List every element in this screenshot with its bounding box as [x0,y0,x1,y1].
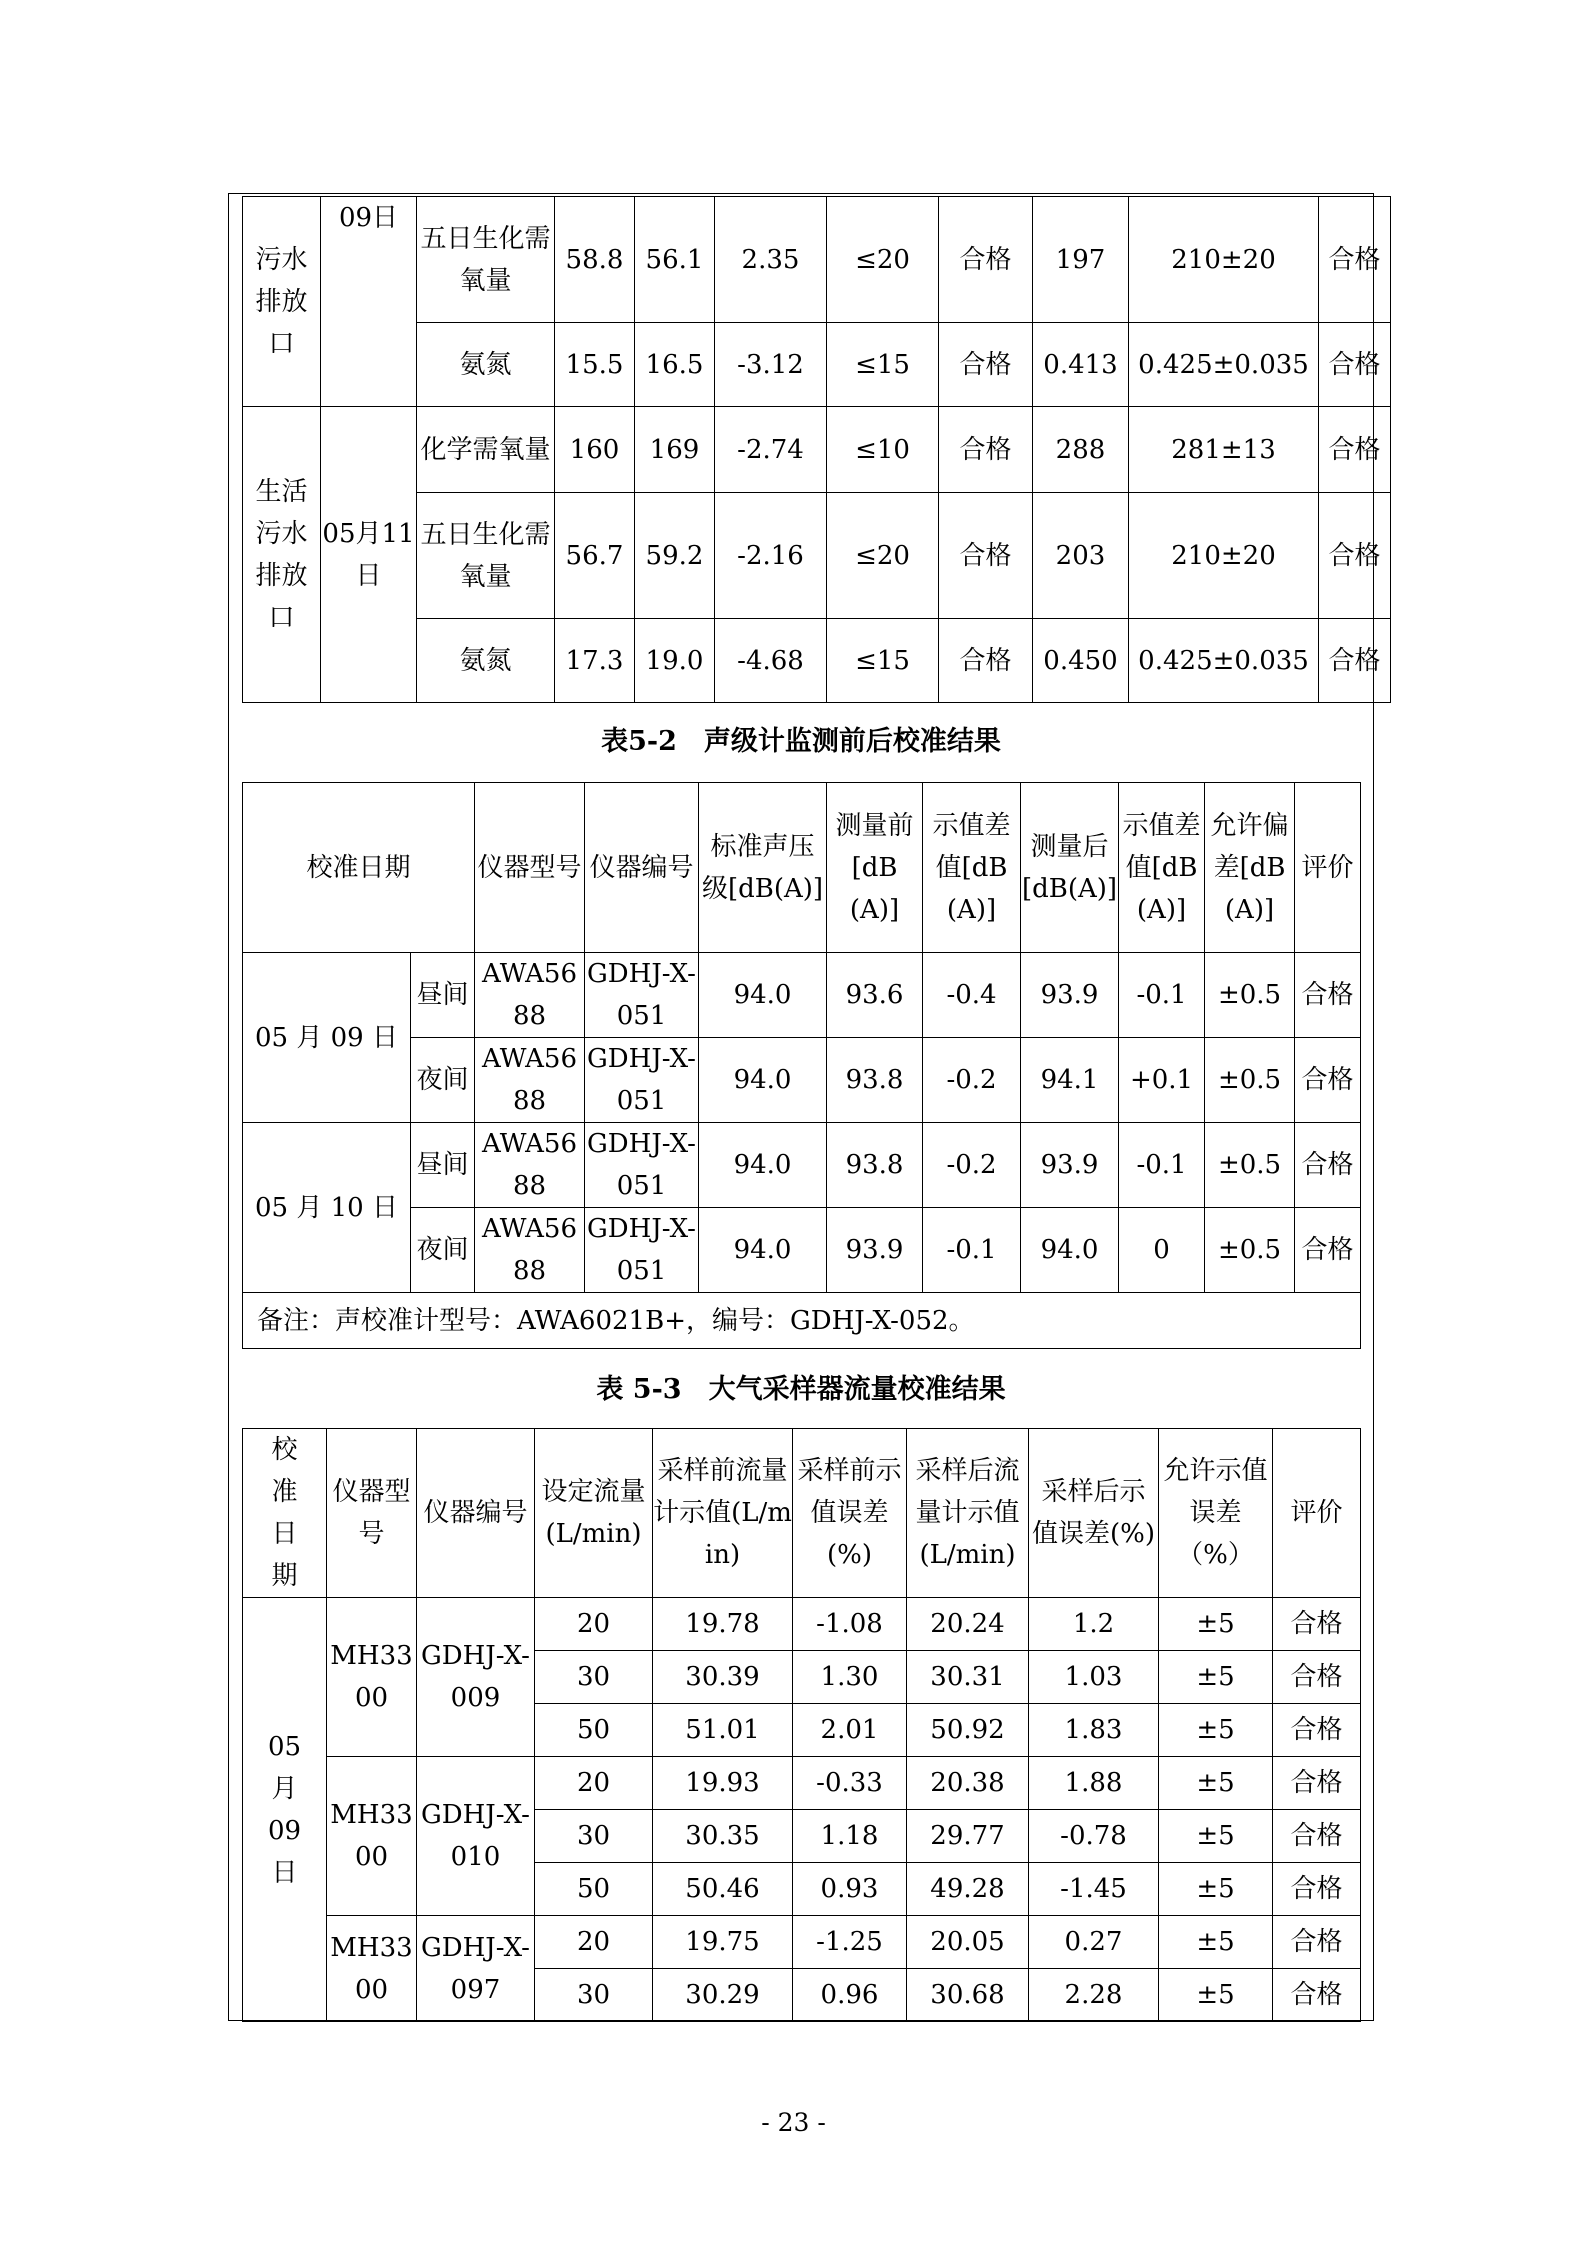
note-row [243,1293,1361,1349]
id-cell: GDHJ-X-010 [417,1757,535,1916]
group-cell: 生活污水排放口 [243,407,321,703]
value-cell: 56.1 [635,197,715,323]
item-cell: 化学需氧量 [417,407,555,493]
header-cell: 仪器型号 [327,1429,417,1598]
std-ref-cell: 210±20 [1129,493,1319,619]
header-cell: 采样前示值误差(%) [793,1429,907,1598]
tol-cell: ±5 [1159,1598,1273,1651]
table-caption-5-2: 表5-2 声级计监测前后校准结果 [601,726,1001,757]
value-cell: 19.75 [653,1916,793,1969]
table-row [243,197,1391,323]
eval-cell: 合格 [1295,1208,1361,1293]
header-cell: 允许偏差[dB(A)] [1205,783,1295,953]
value-cell: -0.78 [1029,1810,1159,1863]
tol-cell: ±0.5 [1205,1208,1295,1293]
header-cell: 仪器编号 [417,1429,535,1598]
id-cell: GDHJ-X-051 [585,1208,699,1293]
header-cell: 标准声压级[dB(A)] [699,783,827,953]
value-cell: 2.01 [793,1704,907,1757]
value-cell: 1.30 [793,1651,907,1704]
value-cell: -0.33 [793,1757,907,1810]
table-row [243,1598,1361,1651]
eval-cell: 合格 [1295,953,1361,1038]
value-cell: 50 [535,1863,653,1916]
rd-cell: -2.16 [715,493,827,619]
date-cell: 05 月 09 日 [243,953,411,1123]
rd-cell: -3.12 [715,323,827,407]
value-cell: -0.4 [923,953,1021,1038]
table-row [243,953,1361,1038]
header-cell: 测量前[dB(A)] [827,783,923,953]
eval-cell: 合格 [1273,1651,1361,1704]
value-cell: 93.8 [827,1123,923,1208]
header-cell: 校准日期 [243,1429,327,1598]
header-cell: 允许示值误差（%） [1159,1429,1273,1598]
period-cell: 昼间 [411,1123,475,1208]
rd-cell: -4.68 [715,619,827,703]
value-cell: 1.83 [1029,1704,1159,1757]
std-ref-cell: 0.425±0.035 [1129,323,1319,407]
std-cell: 288 [1033,407,1129,493]
id-cell: GDHJ-X-009 [417,1598,535,1757]
id-cell: GDHJ-X-051 [585,1123,699,1208]
eval-cell: 合格 [1273,1810,1361,1863]
value-cell: -1.45 [1029,1863,1159,1916]
eval-cell: 合格 [939,323,1033,407]
table-row [243,1208,1361,1293]
value-cell: +0.1 [1119,1038,1205,1123]
limit-cell: ≤20 [827,197,939,323]
tol-cell: ±5 [1159,1863,1273,1916]
tol-cell: ±0.5 [1205,953,1295,1038]
eval-cell: 合格 [1273,1969,1361,2022]
value-cell: 93.9 [1021,953,1119,1038]
value-cell: -0.1 [923,1208,1021,1293]
value-cell: 50.46 [653,1863,793,1916]
header-cell: 仪器编号 [585,783,699,953]
eval-cell: 合格 [1319,323,1391,407]
value-cell: 160 [555,407,635,493]
item-cell: 五日生化需氧量 [417,493,555,619]
tol-cell: ±5 [1159,1810,1273,1863]
header-row [243,1429,1361,1598]
std-ref-cell: 0.425±0.035 [1129,619,1319,703]
period-cell: 夜间 [411,1208,475,1293]
value-cell: 58.8 [555,197,635,323]
value-cell: 30.31 [907,1651,1029,1704]
eval-cell: 合格 [1295,1038,1361,1123]
model-cell: AWA5688 [475,953,585,1038]
header-cell: 测量后[dB(A)] [1021,783,1119,953]
value-cell: 0.93 [793,1863,907,1916]
rd-cell: 2.35 [715,197,827,323]
value-cell: 30.35 [653,1810,793,1863]
water-qc-table [242,196,1391,703]
tol-cell: ±5 [1159,1651,1273,1704]
value-cell: 29.77 [907,1810,1029,1863]
value-cell: 94.1 [1021,1038,1119,1123]
eval-cell: 合格 [1319,619,1391,703]
value-cell: 50 [535,1704,653,1757]
header-cell: 评价 [1273,1429,1361,1598]
value-cell: 94.0 [699,1208,827,1293]
value-cell: 94.0 [699,953,827,1038]
value-cell: 30 [535,1651,653,1704]
group-cell: 污水排放口 [243,197,321,407]
table-row [243,1038,1361,1123]
eval-cell: 合格 [1319,493,1391,619]
id-cell: GDHJ-X-051 [585,1038,699,1123]
value-cell: 30 [535,1810,653,1863]
value-cell: 51.01 [653,1704,793,1757]
value-cell: 20.38 [907,1757,1029,1810]
value-cell: 30.29 [653,1969,793,2022]
air-sampler-flow-calibration-table [242,1428,1361,2022]
table-caption-5-3: 表 5-3 大气采样器流量校准结果 [596,1374,1006,1405]
value-cell: -1.08 [793,1598,907,1651]
header-cell: 仪器型号 [475,783,585,953]
value-cell: 1.18 [793,1810,907,1863]
value-cell: 19.93 [653,1757,793,1810]
std-ref-cell: 281±13 [1129,407,1319,493]
value-cell: 94.0 [699,1038,827,1123]
value-cell: 19.78 [653,1598,793,1651]
eval-cell: 合格 [939,619,1033,703]
value-cell: 20.05 [907,1916,1029,1969]
value-cell: 19.0 [635,619,715,703]
item-cell: 氨氮 [417,619,555,703]
value-cell: 1.03 [1029,1651,1159,1704]
table-row [243,1757,1361,1810]
value-cell: -0.1 [1119,1123,1205,1208]
eval-cell: 合格 [939,493,1033,619]
eval-cell: 合格 [1273,1757,1361,1810]
value-cell: 93.8 [827,1038,923,1123]
value-cell: 0.96 [793,1969,907,2022]
table-note: 备注：声校准计型号：AWA6021B+，编号：GDHJ-X-052。 [243,1293,1361,1349]
value-cell: 17.3 [555,619,635,703]
table-row [243,1123,1361,1208]
header-cell: 设定流量(L/min) [535,1429,653,1598]
value-cell: 20 [535,1916,653,1969]
value-cell: 1.2 [1029,1598,1159,1651]
model-cell: AWA5688 [475,1208,585,1293]
tol-cell: ±5 [1159,1757,1273,1810]
model-cell: AWA5688 [475,1038,585,1123]
value-cell: 30.68 [907,1969,1029,2022]
item-cell: 氨氮 [417,323,555,407]
eval-cell: 合格 [1319,407,1391,493]
header-cell: 评价 [1295,783,1361,953]
header-row [243,783,1361,953]
limit-cell: ≤10 [827,407,939,493]
value-cell: 93.9 [1021,1123,1119,1208]
std-ref-cell: 210±20 [1129,197,1319,323]
date-cell: 05月09日 [243,1598,327,2022]
eval-cell: 合格 [1273,1598,1361,1651]
model-cell: MH3300 [327,1916,417,2022]
date-cell: 09日 [321,197,417,407]
header-cell: 采样前流量计示值(L/min) [653,1429,793,1598]
value-cell: 20 [535,1598,653,1651]
value-cell: 0.27 [1029,1916,1159,1969]
date-cell: 05月11日 [321,407,417,703]
id-cell: GDHJ-X-051 [585,953,699,1038]
eval-cell: 合格 [939,197,1033,323]
item-cell: 五日生化需氧量 [417,197,555,323]
eval-cell: 合格 [1295,1123,1361,1208]
tol-cell: ±5 [1159,1704,1273,1757]
value-cell: 1.88 [1029,1757,1159,1810]
value-cell: 93.9 [827,1208,923,1293]
page-number: - 23 - [761,2108,826,2137]
period-cell: 夜间 [411,1038,475,1123]
eval-cell: 合格 [1273,1916,1361,1969]
limit-cell: ≤15 [827,619,939,703]
table-row [243,407,1391,493]
tol-cell: ±5 [1159,1969,1273,2022]
limit-cell: ≤20 [827,493,939,619]
model-cell: AWA5688 [475,1123,585,1208]
eval-cell: 合格 [1273,1863,1361,1916]
rd-cell: -2.74 [715,407,827,493]
limit-cell: ≤15 [827,323,939,407]
value-cell: 56.7 [555,493,635,619]
header-cell: 示值差值[dB(A)] [923,783,1021,953]
std-cell: 0.450 [1033,619,1129,703]
std-cell: 203 [1033,493,1129,619]
value-cell: -0.2 [923,1123,1021,1208]
tol-cell: ±0.5 [1205,1123,1295,1208]
value-cell: 30 [535,1969,653,2022]
value-cell: 50.92 [907,1704,1029,1757]
value-cell: -0.1 [1119,953,1205,1038]
header-cell: 示值差值[dB(A)] [1119,783,1205,953]
value-cell: 94.0 [1021,1208,1119,1293]
eval-cell: 合格 [1319,197,1391,323]
header-cell: 采样后流量计示值(L/min) [907,1429,1029,1598]
model-cell: MH3300 [327,1598,417,1757]
value-cell: 30.39 [653,1651,793,1704]
value-cell: 2.28 [1029,1969,1159,2022]
tol-cell: ±5 [1159,1916,1273,1969]
eval-cell: 合格 [1273,1704,1361,1757]
header-cell: 采样后示值误差(%) [1029,1429,1159,1598]
model-cell: MH3300 [327,1757,417,1916]
sound-level-calibration-table [242,782,1361,1349]
id-cell: GDHJ-X-097 [417,1916,535,2022]
table-row [243,1916,1361,1969]
value-cell: 15.5 [555,323,635,407]
tol-cell: ±0.5 [1205,1038,1295,1123]
value-cell: 16.5 [635,323,715,407]
value-cell: 93.6 [827,953,923,1038]
date-cell: 05 月 10 日 [243,1123,411,1293]
eval-cell: 合格 [939,407,1033,493]
value-cell: 20 [535,1757,653,1810]
value-cell: 169 [635,407,715,493]
value-cell: -0.2 [923,1038,1021,1123]
std-cell: 0.413 [1033,323,1129,407]
value-cell: 20.24 [907,1598,1029,1651]
value-cell: -1.25 [793,1916,907,1969]
value-cell: 49.28 [907,1863,1029,1916]
period-cell: 昼间 [411,953,475,1038]
value-cell: 94.0 [699,1123,827,1208]
header-cell: 校准日期 [243,783,475,953]
value-cell: 0 [1119,1208,1205,1293]
std-cell: 197 [1033,197,1129,323]
value-cell: 59.2 [635,493,715,619]
